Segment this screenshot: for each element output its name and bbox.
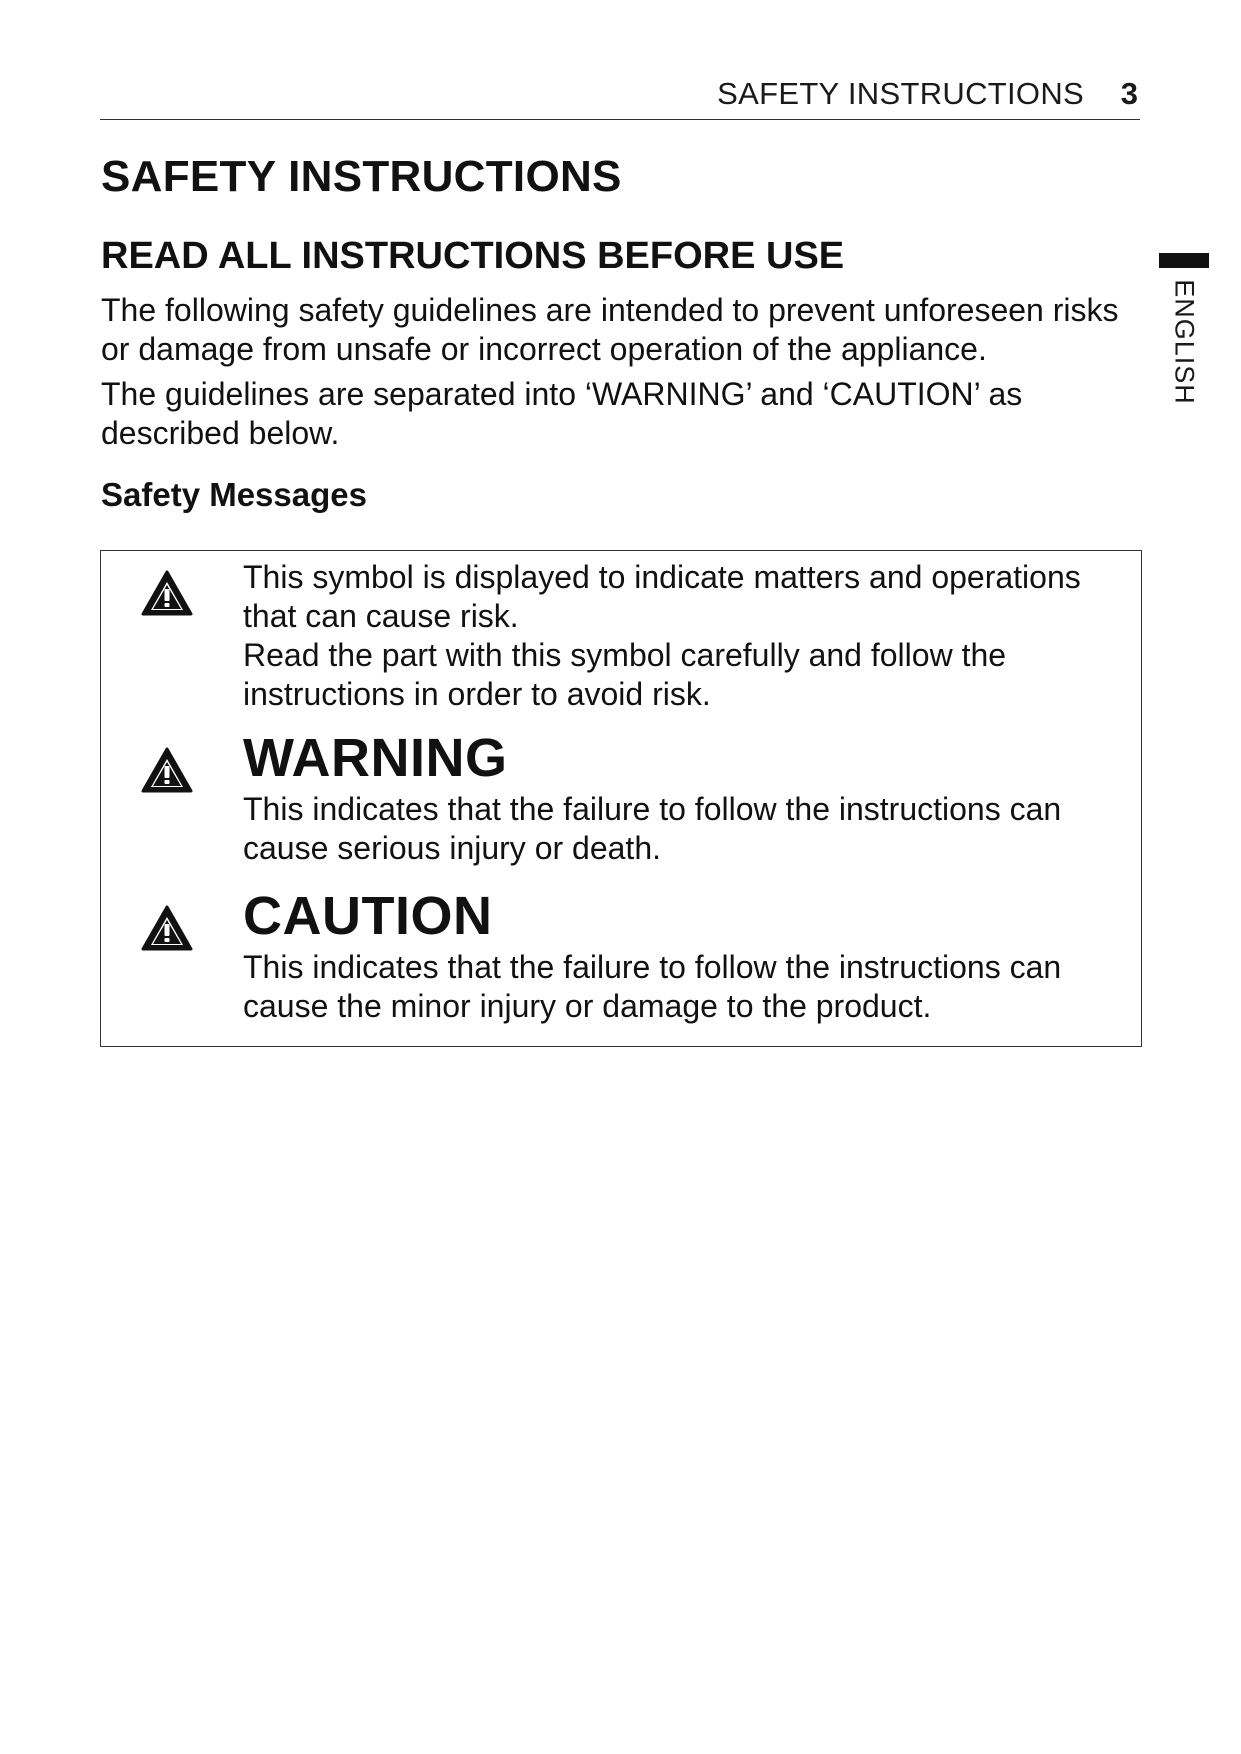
warning-triangle-icon xyxy=(141,747,193,793)
warning-signal-word: WARNING xyxy=(243,728,508,788)
warning-text xyxy=(243,728,1123,868)
intro-paragraph-1: The following safety guidelines are intended to prevent unforeseen risks or damage from unsafe or incorrect operation of the appliance. xyxy=(101,292,1119,367)
page-number: 3 xyxy=(1120,76,1138,111)
language-tab-label: ENGLISH xyxy=(1169,279,1200,405)
running-header xyxy=(100,68,1140,120)
safety-messages-heading: Safety Messages xyxy=(101,476,367,513)
page-title: SAFETY INSTRUCTIONS xyxy=(101,152,622,201)
section-subtitle: READ ALL INSTRUCTIONS BEFORE USE xyxy=(101,235,845,277)
warning-triangle-icon xyxy=(141,905,193,951)
caution-description: This indicates that the failure to follow the instructions can cause the minor injury or damage to the product. xyxy=(243,949,1062,1024)
warning-description: This indicates that the failure to follow the instructions can cause serious injury or death. xyxy=(243,791,1062,866)
language-tab-marker xyxy=(1159,253,1209,268)
caution-text xyxy=(243,886,1123,1026)
safety-messages-box xyxy=(100,550,1142,1047)
symbol-explanation-line-1: This symbol is displayed to indicate matters and operations that can cause risk. xyxy=(243,559,1081,634)
caution-signal-word: CAUTION xyxy=(243,886,493,946)
running-header-title: SAFETY INSTRUCTIONS xyxy=(717,76,1084,111)
warning-triangle-icon xyxy=(141,570,193,616)
symbol-explanation-line-2: Read the part with this symbol carefully and follow the instructions in order to avoid risk. xyxy=(243,637,1007,712)
symbol-explanation-text xyxy=(243,558,1123,714)
intro-paragraph-2: The guidelines are separated into ‘WARNING’ and ‘CAUTION’ as described below. xyxy=(101,376,1023,451)
